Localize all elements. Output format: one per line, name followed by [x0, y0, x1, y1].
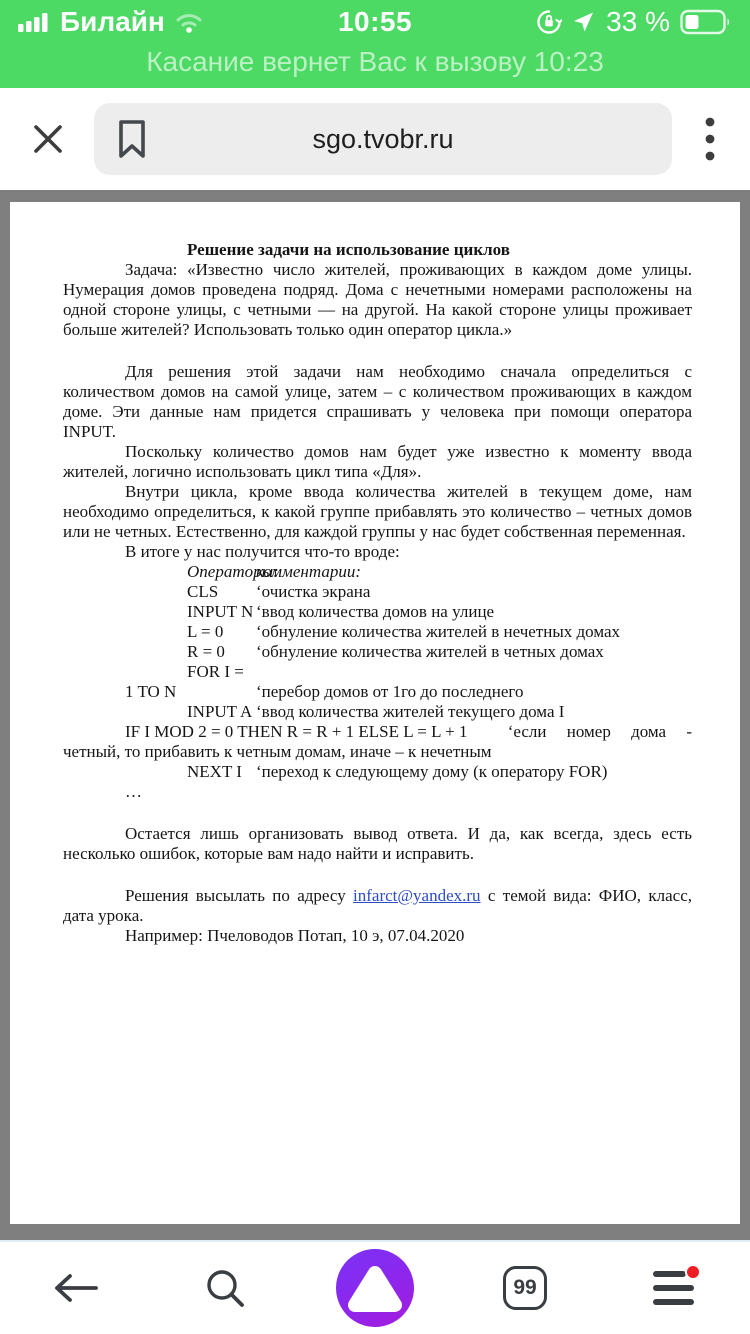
notification-dot [685, 1264, 701, 1280]
kebab-menu-icon [705, 116, 715, 162]
code-line-input-a: INPUT A ‘ввод количества жителей текущего дома I [187, 702, 565, 721]
url-text: sgo.tvobr.ru [312, 123, 454, 154]
doc-paragraph-6: Остается лишь организовать вывод ответа. И да, как всегда, здесь есть несколько ошибок, которые вам надо найти и исправить. [63, 824, 692, 863]
if-comment-start: ‘если номер дома - [507, 722, 692, 741]
comments-column-header: комментарии: [256, 562, 361, 581]
code-column-headers [63, 562, 692, 582]
bookmark-icon[interactable] [116, 118, 148, 160]
code-line-if [125, 722, 692, 742]
code-line-cls: CLS ‘очистка экрана [187, 582, 371, 601]
cell-signal-icon [18, 11, 52, 33]
doc-paragraph-2: Для решения этой задачи нам необходимо сначала определиться с количеством домов на самой улице, затем – с количеством проживающих в каждом доме. Эти данные нам придется спрашивать у человека при помощи оператора INPUT. [63, 362, 692, 441]
code-line-l0: L = 0 ‘обнуление количества жителей в нечетных домах [187, 622, 621, 641]
status-time: 10:55 [337, 6, 413, 37]
address-bar[interactable] [94, 103, 672, 175]
doc-title: Решение задачи на использование циклов [187, 240, 510, 259]
code-line-next: NEXT I ‘переход к следующему дому (к оператору FOR) [187, 762, 608, 781]
code-line-ellipsis: … [125, 782, 142, 801]
search-icon [203, 1266, 247, 1310]
tabs-count-badge: 99 [503, 1266, 547, 1310]
search-button[interactable] [150, 1266, 300, 1310]
status-bar [0, 0, 750, 44]
rotation-lock-icon [536, 9, 562, 35]
alice-logo-icon [336, 1249, 414, 1327]
tabs-button[interactable] [450, 1266, 600, 1310]
return-to-call-text: Касание вернет Вас к вызову 10:23 [146, 46, 604, 77]
menu-button[interactable] [600, 1271, 750, 1305]
doc-paragraph-5: В итоге у нас получится что-то вроде: [125, 542, 400, 561]
back-arrow-icon [51, 1271, 99, 1305]
doc-paragraph-7: Решения высылать по адресу infarct@yandex.ru с темой вида: ФИО, класс, дата урока. [63, 886, 693, 925]
if-comment-wrap: четный, то прибавить к четным домам, иначе – к нечетным [63, 742, 492, 761]
back-button[interactable] [0, 1271, 150, 1305]
location-arrow-icon [572, 10, 596, 34]
alice-assistant-button[interactable] [300, 1249, 450, 1327]
browser-toolbar [0, 88, 750, 190]
battery-icon [680, 9, 732, 35]
code-line-input-n: INPUT N ‘ввод количества домов на улице [187, 602, 495, 621]
document-page [10, 202, 740, 1224]
doc-paragraph-4: Внутри цикла, кроме ввода количества жителей в текущем доме, нам необходимо определиться, к какой группе прибавлять это количество – четных домов или не четных. Естественно, для каждой группы у нас будет собственная переменная. [63, 482, 692, 541]
close-icon [30, 121, 66, 157]
document-viewer[interactable] [0, 190, 750, 1240]
if-statement: IF I MOD 2 = 0 THEN R = R + 1 ELSE L = L + 1 [125, 722, 468, 741]
hamburger-menu-icon [653, 1271, 697, 1305]
doc-paragraph-example: Например: Пчеловодов Потап, 10 э, 07.04.2020 [125, 926, 465, 945]
code-line-for: FOR I = 1 TO N ‘перебор домов от 1го до последнего [125, 662, 524, 701]
battery-percent-label: 33 % [606, 6, 670, 37]
browser-menu-button[interactable] [690, 116, 730, 162]
carrier-label: Билайн [60, 6, 165, 37]
doc-paragraph-task: Задача: «Известно число жителей, проживающих в каждом доме улицы. Нумерация домов проведена подряд. Дома с нечетными номерами расположены на одной стороне улицы, с четными — на другой. На какой стороне улицы проживает больше жителей? Использовать только один оператор цикла.» [63, 260, 692, 339]
operators-column-header: Операторы: [187, 562, 279, 581]
code-line-r0: R = 0 ‘обнуление количества жителей в четных домах [187, 642, 604, 661]
bottom-navigation-bar [0, 1240, 750, 1334]
return-to-call-banner[interactable] [0, 44, 750, 88]
email-link[interactable]: infarct@yandex.ru [353, 886, 481, 905]
wifi-icon [173, 10, 205, 34]
close-tab-button[interactable] [20, 121, 76, 157]
doc-paragraph-3: Поскольку количество домов нам будет уже известно к моменту ввода жителей, логично использовать цикл типа «Для». [63, 442, 692, 481]
